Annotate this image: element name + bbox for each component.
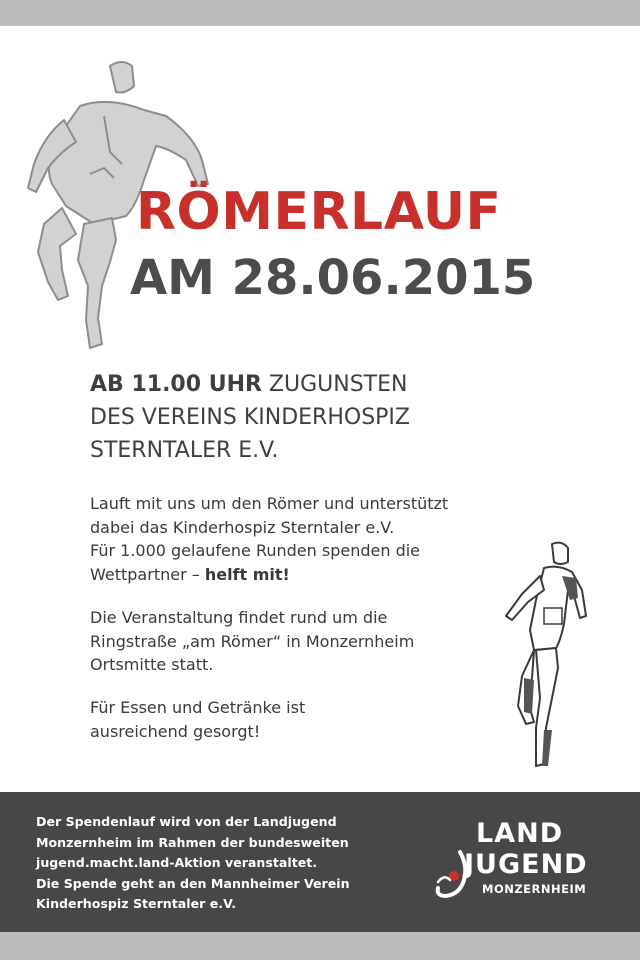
para1-line4-bold: helft mit! bbox=[204, 564, 290, 584]
subhead-line2: DES VEREINS KINDERHOSPIZ bbox=[90, 405, 410, 430]
paragraph-location bbox=[90, 606, 510, 677]
footer-line-2: Monzernheim im Rahmen der bundesweiten bbox=[36, 834, 349, 850]
poster-body bbox=[0, 26, 640, 792]
para1-line2: dabei das Kinderhospiz Sterntaler e.V. bbox=[90, 517, 395, 537]
footer-line-3: jugend.macht.land-Aktion veranstaltet. bbox=[36, 855, 318, 870]
paragraph-catering bbox=[90, 696, 510, 743]
para2-line3: Ortsmitte statt. bbox=[90, 655, 214, 674]
para1-line3: Für 1.000 gelaufene Runden spenden die bbox=[90, 541, 421, 560]
logo-word-jugend: JUGEND bbox=[464, 849, 588, 880]
para2-line1: Die Veranstaltung findet rund um die bbox=[90, 608, 388, 627]
runner-illustration-small bbox=[500, 538, 600, 778]
footer-line-5: Kinderhospiz Sterntaler e.V. bbox=[36, 896, 236, 911]
start-time: AB 11.00 UHR bbox=[90, 372, 262, 397]
logo-word-land: LAND bbox=[476, 818, 564, 849]
landjugend-logo bbox=[434, 820, 614, 910]
subhead-line1-rest: ZUGUNSTEN bbox=[261, 372, 408, 397]
footer-line-4: Die Spende geht an den Mannheimer Verein bbox=[36, 875, 350, 891]
subhead-line3: STERNTALER E.V. bbox=[90, 438, 279, 463]
logo-place-name: MONZERNHEIM bbox=[482, 882, 587, 896]
para1-line1: Lauft mit uns um den Römer und unterstützt bbox=[90, 494, 449, 513]
para3-line2: ausreichend gesorgt! bbox=[90, 721, 261, 741]
paragraph-donation bbox=[90, 492, 510, 586]
bottom-border bbox=[0, 932, 640, 960]
footer-info bbox=[36, 812, 396, 915]
event-date: AM 28.06.2015 bbox=[130, 250, 536, 306]
footer-bar bbox=[0, 792, 640, 932]
para2-line2: Ringstraße „am Römer“ in Monzernheim bbox=[90, 631, 415, 651]
para1-line4: Wettpartner – bbox=[90, 564, 205, 584]
top-border bbox=[0, 0, 640, 26]
para3-line1: Für Essen und Getränke ist bbox=[90, 698, 306, 717]
event-subheading bbox=[90, 368, 550, 467]
event-title: RÖMERLAUF bbox=[136, 182, 502, 242]
footer-line-1: Der Spendenlauf wird von der Landjugend bbox=[36, 814, 337, 829]
